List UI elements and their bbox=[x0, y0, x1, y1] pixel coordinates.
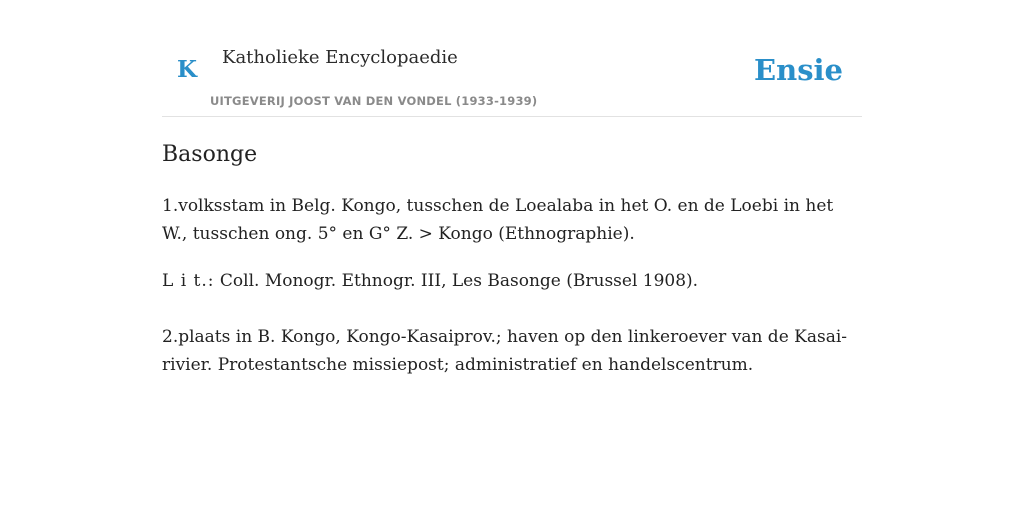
encyclopedia-logo[interactable]: K bbox=[177, 56, 197, 83]
entry-paragraph-1: 1.volksstam in Belg. Kongo, tusschen de Loealaba in het O. en de Loebi in het W., tusschen ong. 5° en G° Z. > Kongo (Ethnographie). bbox=[162, 196, 834, 244]
entry-paragraph-literature bbox=[162, 267, 862, 295]
entry-paragraph-2: 2.plaats in B. Kongo, Kongo-Kasaiprov.; haven op den linkeroever van de Kasai-rivier. Protestantsche missiepost; administratief en handelscentrum. bbox=[162, 327, 848, 375]
ensie-brand-logo[interactable]: Ensie bbox=[754, 53, 843, 87]
site-title[interactable]: Katholieke Encyclopaedie bbox=[222, 47, 458, 68]
page-container bbox=[162, 0, 862, 375]
literature-prefix: L i t.: bbox=[162, 271, 215, 291]
publisher-subtitle: UITGEVERIJ JOOST VAN DEN VONDEL (1933-1939) bbox=[210, 94, 538, 108]
site-header bbox=[162, 0, 862, 117]
entry-title: Basonge bbox=[162, 142, 258, 167]
literature-text: Coll. Monogr. Ethnogr. III, Les Basonge (Brussel 1908). bbox=[214, 271, 699, 291]
